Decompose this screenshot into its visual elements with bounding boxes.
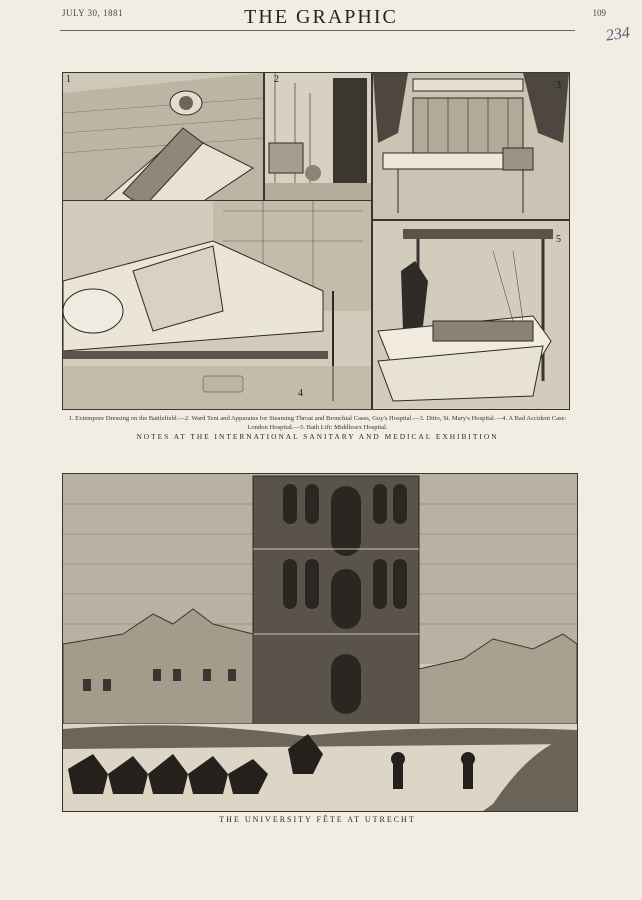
top-plates-caption: 1. Extempore Dressing on the Battlefield.—2. Ward Tent and Apparatus for Steaming Throat and Bronchial Cases, Guy's Hospital.—3. Ditto, St. Mary's Hospital.—4. A Bad Accident Case: London Hospital.—5. Bath Lift: Middlesex Hospital. [68,415,567,431]
bottom-plate-caption: THE UNIVERSITY FÊTE AT UTRECHT [219,815,416,824]
handwritten-note: 234 [604,24,631,45]
plate-number-4: 4 [298,388,303,399]
header-rule [60,30,575,31]
plate-number-3: 3 [556,80,561,91]
engraving-bath-lift [372,220,570,410]
issue-date: JULY 30, 1881 [62,8,124,18]
engraving-ward-tent [264,72,372,202]
page-number: 109 [592,8,606,18]
masthead-title: THE GRAPHIC [244,6,398,28]
top-plates-title: NOTES AT THE INTERNATIONAL SANITARY AND MEDICAL EXHIBITION [136,432,499,441]
plate-number-2: 2 [274,74,279,85]
plate-number-5: 5 [556,234,561,245]
plate-number-1: 1 [66,74,71,85]
engraving-utrecht-fete [62,473,578,812]
engraving-accident-case [62,200,372,410]
engraving-st-marys-apparatus [372,72,570,220]
